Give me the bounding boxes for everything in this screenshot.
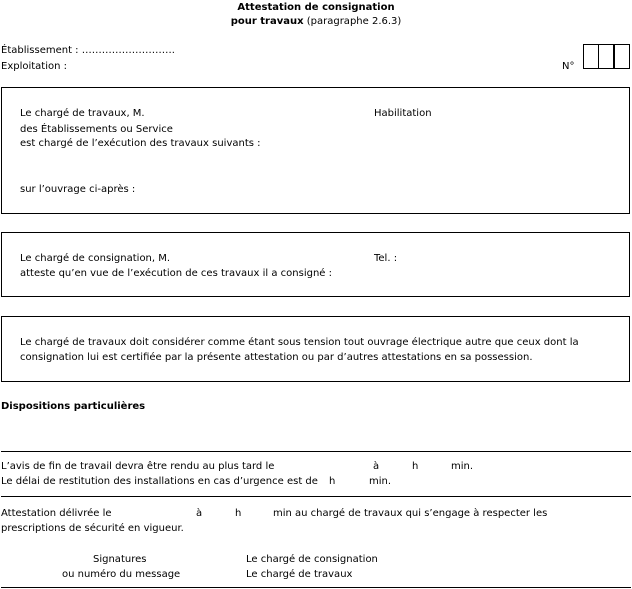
tel-label: Tel. : <box>374 253 398 264</box>
travaux-suivants-label: est chargé de l’exécution des travaux suivants : <box>20 138 261 149</box>
consigne-label: atteste qu’en vue de l’exécution de ces travaux il a consigné : <box>20 268 332 279</box>
delivree-a: à <box>196 508 203 519</box>
charge-consignation-box <box>1 232 630 297</box>
role-charge-travaux: Le chargé de travaux <box>246 569 353 580</box>
charge-consignation-label: Le chargé de consignation, M. <box>20 253 171 264</box>
page-subtitle-bold: pour travaux <box>230 16 304 27</box>
dispositions-title: Dispositions particulières <box>1 401 146 412</box>
fin-travail-a: à <box>373 461 380 472</box>
numero-message-label: ou numéro du message <box>62 569 181 580</box>
delivree-label: Attestation délivrée le <box>1 508 112 519</box>
fin-travail-label: L’avis de fin de travail devra être rendu au plus tard le <box>1 461 275 472</box>
etablissements-service-label: des Établissements ou Service <box>20 124 173 135</box>
ouvrage-label: sur l’ouvrage ci-après : <box>20 184 136 195</box>
fin-travail-h: h <box>412 461 419 472</box>
avertissement-line-1: Le chargé de travaux doit considérer comme étant sous tension tout ouvrage électrique autre que ceux dont la <box>20 337 579 348</box>
divider <box>1 451 631 452</box>
exploitation-field: Exploitation : <box>1 61 68 72</box>
avertissement-line-2: consignation lui est certifiée par la présente attestation ou par d’autres attestations en sa possession. <box>20 352 533 363</box>
delai-restitution-h: h <box>329 476 336 487</box>
numero-label: N° <box>562 61 575 72</box>
numero-cell-1 <box>583 44 599 69</box>
numero-cell-2 <box>598 44 614 69</box>
delivree-h: h <box>235 508 242 519</box>
habilitation-label: Habilitation <box>374 108 432 119</box>
divider <box>1 496 631 497</box>
delivree-rest: min au chargé de travaux qui s’engage à respecter les <box>273 508 548 519</box>
delai-restitution-label: Le délai de restitution des installations en cas d’urgence est de <box>1 476 318 487</box>
numero-cell-3 <box>614 44 630 69</box>
charge-travaux-box <box>1 87 630 214</box>
charge-travaux-label: Le chargé de travaux, M. <box>20 108 145 119</box>
role-charge-consignation: Le chargé de consignation <box>246 554 378 565</box>
divider <box>1 587 631 588</box>
page-subtitle-reference: (paragraphe 2.6.3) <box>306 16 402 27</box>
etablissement-field: Établissement : ………………………. <box>1 45 175 56</box>
page-title: Attestation de consignation <box>237 2 395 13</box>
fin-travail-min: min. <box>451 461 474 472</box>
signatures-label: Signatures <box>93 554 147 565</box>
prescriptions-label: prescriptions de sécurité en vigueur. <box>1 523 184 534</box>
avertissement-box <box>1 316 630 382</box>
delai-restitution-min: min. <box>369 476 392 487</box>
page-subtitle <box>0 14 632 29</box>
